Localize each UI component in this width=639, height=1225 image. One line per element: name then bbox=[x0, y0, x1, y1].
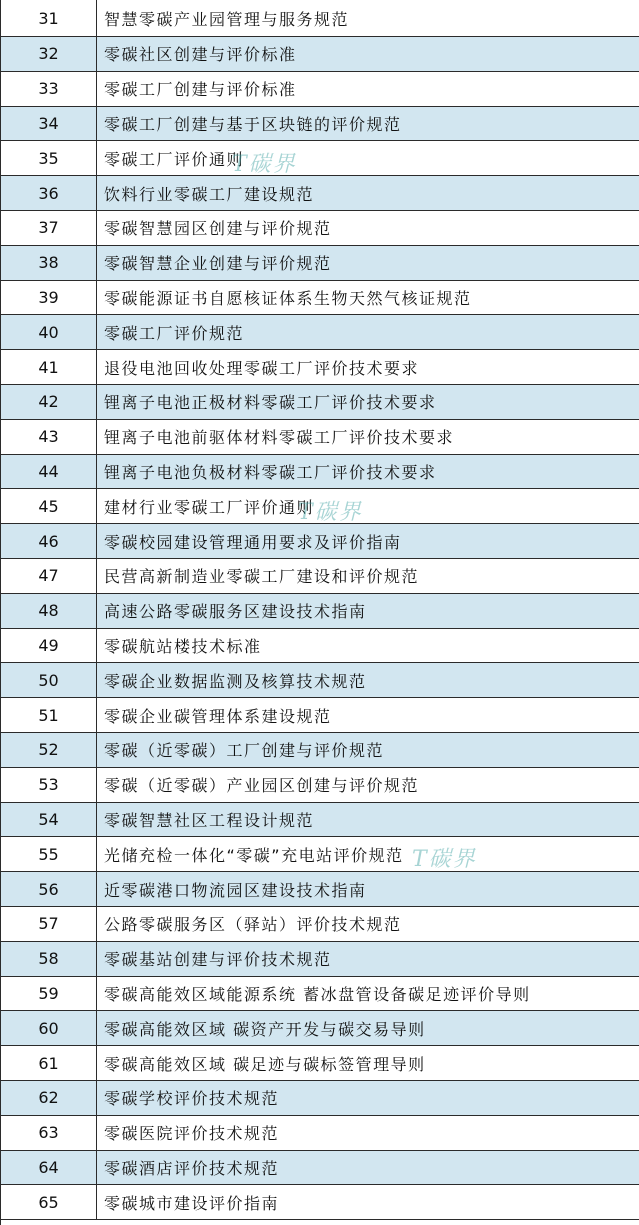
watermark: T碳界 bbox=[232, 152, 297, 177]
row-number: 36 bbox=[1, 176, 97, 210]
table-row bbox=[1, 350, 639, 385]
table-row bbox=[1, 1185, 639, 1220]
table-row bbox=[1, 803, 639, 838]
row-number: 64 bbox=[1, 1151, 97, 1185]
table-row bbox=[1, 176, 639, 211]
standard-title: 公路零碳服务区（驿站）评价技术规范 bbox=[104, 915, 402, 935]
table-row bbox=[1, 1151, 639, 1186]
table-row bbox=[1, 594, 639, 629]
table-row bbox=[1, 489, 639, 524]
table-row bbox=[1, 698, 639, 733]
standard-title: 零碳工厂评价通则 bbox=[104, 149, 245, 169]
row-number: 54 bbox=[1, 803, 97, 837]
row-number: 40 bbox=[1, 315, 97, 349]
standard-title: 零碳智慧企业创建与评价规范 bbox=[104, 254, 332, 274]
standard-title: 零碳高能效区域能源系统 蓄冰盘管设备碳足迹评价导则 bbox=[104, 984, 531, 1004]
standard-title: 零碳高能效区域 碳足迹与碳标签管理导则 bbox=[104, 1054, 426, 1074]
standard-title: 智慧零碳产业园管理与服务规范 bbox=[104, 9, 350, 29]
row-number: 60 bbox=[1, 1011, 97, 1045]
row-number: 37 bbox=[1, 211, 97, 245]
row-number: 44 bbox=[1, 455, 97, 489]
standard-title: 零碳城市建设评价指南 bbox=[104, 1193, 280, 1213]
row-number: 34 bbox=[1, 107, 97, 141]
row-number: 65 bbox=[1, 1185, 97, 1219]
row-number: 55 bbox=[1, 837, 97, 871]
row-number: 35 bbox=[1, 141, 97, 175]
row-number: 42 bbox=[1, 385, 97, 419]
table-row bbox=[1, 1011, 639, 1046]
standard-title: 零碳基站创建与评价技术规范 bbox=[104, 950, 332, 970]
standard-title: 锂离子电池负极材料零碳工厂评价技术要求 bbox=[104, 462, 437, 482]
standard-title: 零碳医院评价技术规范 bbox=[104, 1124, 280, 1144]
standard-title: 零碳酒店评价技术规范 bbox=[104, 1158, 280, 1178]
row-number: 59 bbox=[1, 977, 97, 1011]
table-row bbox=[1, 733, 639, 768]
row-number: 48 bbox=[1, 594, 97, 628]
row-number: 61 bbox=[1, 1046, 97, 1080]
standard-title: 零碳企业数据监测及核算技术规范 bbox=[104, 671, 367, 691]
table-row bbox=[1, 977, 639, 1012]
row-number: 43 bbox=[1, 420, 97, 454]
table-row bbox=[1, 0, 639, 37]
standard-title: 零碳航站楼技术标准 bbox=[104, 636, 262, 656]
standard-title: 零碳（近零碳）工厂创建与评价规范 bbox=[104, 741, 385, 761]
row-number: 49 bbox=[1, 629, 97, 663]
standard-title: 零碳校园建设管理通用要求及评价指南 bbox=[104, 532, 402, 552]
standard-title: 零碳工厂创建与基于区块链的评价规范 bbox=[104, 114, 402, 134]
standard-title: 建材行业零碳工厂评价通则 bbox=[104, 497, 315, 517]
table-row bbox=[1, 281, 639, 316]
row-number: 62 bbox=[1, 1081, 97, 1115]
standard-title: 零碳企业碳管理体系建设规范 bbox=[104, 706, 332, 726]
table-row bbox=[1, 246, 639, 281]
table-row bbox=[1, 524, 639, 559]
table-row bbox=[1, 455, 639, 490]
standard-title: 锂离子电池正极材料零碳工厂评价技术要求 bbox=[104, 393, 437, 413]
row-number: 51 bbox=[1, 698, 97, 732]
watermark: T碳界 bbox=[412, 847, 477, 872]
table-row bbox=[1, 559, 639, 594]
standard-title: 零碳工厂创建与评价标准 bbox=[104, 80, 297, 100]
table-row bbox=[1, 629, 639, 664]
standard-title: 锂离子电池前驱体材料零碳工厂评价技术要求 bbox=[104, 428, 455, 448]
standard-title: 零碳学校评价技术规范 bbox=[104, 1089, 280, 1109]
standard-title: 零碳高能效区域 碳资产开发与碳交易导则 bbox=[104, 1019, 426, 1039]
table-row bbox=[1, 107, 639, 142]
table-row bbox=[1, 942, 639, 977]
standard-title: 零碳智慧园区创建与评价规范 bbox=[104, 219, 332, 239]
standard-title: 近零碳港口物流园区建设技术指南 bbox=[104, 880, 367, 900]
standard-title: 光储充检一体化“零碳”充电站评价规范 bbox=[104, 845, 404, 865]
row-number: 50 bbox=[1, 663, 97, 697]
watermark: T碳界 bbox=[298, 500, 363, 525]
row-number: 56 bbox=[1, 872, 97, 906]
row-number: 39 bbox=[1, 281, 97, 315]
row-number: 45 bbox=[1, 489, 97, 523]
table-row bbox=[1, 1081, 639, 1116]
table-row bbox=[1, 385, 639, 420]
standard-title: 退役电池回收处理零碳工厂评价技术要求 bbox=[104, 358, 420, 378]
row-number: 32 bbox=[1, 37, 97, 71]
row-number: 46 bbox=[1, 524, 97, 558]
table-row bbox=[1, 72, 639, 107]
row-number: 31 bbox=[1, 0, 97, 36]
table-row bbox=[1, 907, 639, 942]
table-row bbox=[1, 211, 639, 246]
row-number: 52 bbox=[1, 733, 97, 767]
standard-title: 民营高新制造业零碳工厂建设和评价规范 bbox=[104, 567, 420, 587]
row-number: 53 bbox=[1, 768, 97, 802]
row-number: 41 bbox=[1, 350, 97, 384]
standard-title: 零碳能源证书自愿核证体系生物天然气核证规范 bbox=[104, 288, 472, 308]
standard-title: 零碳（近零碳）产业园区创建与评价规范 bbox=[104, 776, 420, 796]
table-row bbox=[1, 663, 639, 698]
standard-title: 高速公路零碳服务区建设技术指南 bbox=[104, 602, 367, 622]
table-row bbox=[1, 315, 639, 350]
standard-title: 零碳工厂评价规范 bbox=[104, 323, 245, 343]
table-row bbox=[1, 1116, 639, 1151]
row-number: 33 bbox=[1, 72, 97, 106]
standard-title: 零碳社区创建与评价标准 bbox=[104, 45, 297, 65]
table-row bbox=[1, 37, 639, 72]
table-row bbox=[1, 420, 639, 455]
row-number: 57 bbox=[1, 907, 97, 941]
standard-title: 零碳智慧社区工程设计规范 bbox=[104, 810, 315, 830]
table-row bbox=[1, 768, 639, 803]
table-row bbox=[1, 141, 639, 176]
table-row bbox=[1, 1046, 639, 1081]
table-row bbox=[1, 872, 639, 907]
row-number: 38 bbox=[1, 246, 97, 280]
table-row bbox=[1, 837, 639, 872]
row-number: 58 bbox=[1, 942, 97, 976]
standard-title: 饮料行业零碳工厂建设规范 bbox=[104, 184, 315, 204]
row-number: 47 bbox=[1, 559, 97, 593]
row-number: 63 bbox=[1, 1116, 97, 1150]
